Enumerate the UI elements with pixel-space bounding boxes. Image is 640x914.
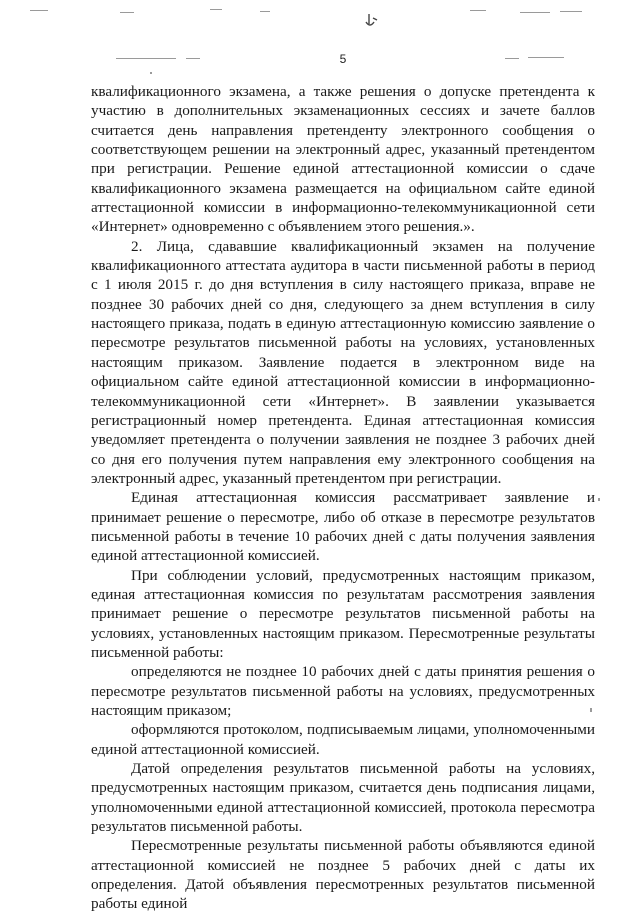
- page-number: 5: [339, 52, 347, 66]
- paragraph: Единая аттестационная комиссия рассматривает заявление и принимает решение о пересмотре, либо об отказе в пересмотре результатов письменной работы в течение 10 рабочих дней с даты получения заявления единой аттестационной комиссией.: [91, 489, 595, 565]
- document-body: [91, 82, 595, 914]
- paragraph: Датой определения результатов письменной работы на условиях, предусмотренных настоящим приказом, считается день подписания лицами, уполномоченными единой аттестационной комиссией, протокола пересмотра результатов письменной работы.: [91, 760, 595, 836]
- list-item: определяются не позднее 10 рабочих дней с даты принятия решения о пересмотре результатов письменной работы на условиях, предусмотренных настоящим приказом;: [91, 663, 595, 719]
- paragraph: 2. Лица, сдававшие квалификационный экзамен на получение квалификационного аттестата аудитора в части письменной работы в период с 1 июля 2015 г. до дня вступления в силу настоящего приказа, вправе не позднее 30 рабочих дней со дня, следующего за днем вступления в силу настоящего приказа, подать в единую аттестационную комиссию заявление о пересмотре результатов письменной работы на условиях, установленных настоящим приказом. Заявление подается в электронном виде на официальном сайте единой аттестационной комиссии в информационно-телекоммуникационной сети «Интернет». В заявлении указывается регистрационный номер претендента. Единая аттестационная комиссия уведомляет претендента о получении заявления не позднее 3 рабочих дней со дня его получения путем направления ему электронного сообщения на электронный адрес, указанный претендентом при регистрации.: [91, 237, 595, 487]
- list-item: оформляются протоколом, подписываемым лицами, уполномоченными единой аттестационной комиссией.: [91, 721, 595, 758]
- paragraph: При соблюдении условий, предусмотренных настоящим приказом, единая аттестационная комиссия по результатам рассмотрения заявления принимает решение о пересмотре результатов письменной работы на условиях, установленных настоящим приказом. Пересмотренные результаты письменной работы:: [91, 566, 595, 661]
- paragraph: Пересмотренные результаты письменной работы объявляются единой аттестационной комиссией не позднее 5 рабочих дней с даты их определения. Датой объявления пересмотренных результатов письменной работы единой: [91, 837, 595, 913]
- paragraph: квалификационного экзамена, а также решения о допуске претендента к участию в дополнительных экзаменационных сессиях и зачете баллов считается день направления претенденту электронного сообщения о соответствующем решении на электронный адрес, указанный претендентом при регистрации. Решение единой аттестационной комиссии о сдаче квалификационного экзамена размещается на официальном сайте единой аттестационной комиссии в информационно-телекоммуникационной сети «Интернет» одновременно с объявлением этого решения.».: [91, 83, 595, 236]
